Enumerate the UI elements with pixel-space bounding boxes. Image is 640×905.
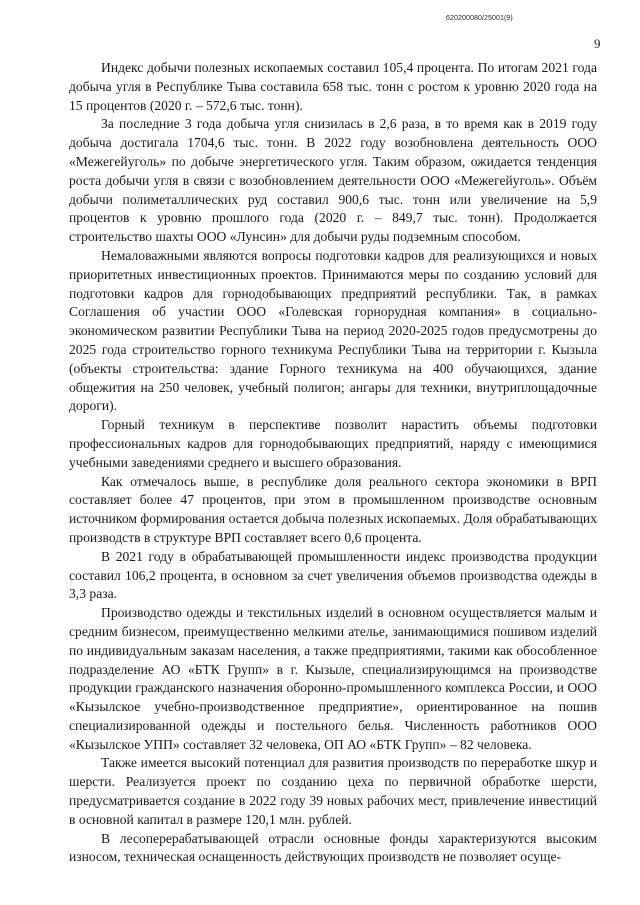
document-body bbox=[69, 59, 597, 867]
page-number: 9 bbox=[594, 36, 601, 51]
document-code: 620200080/25001(9) bbox=[446, 15, 513, 22]
paragraph-coal-decline: За последние 3 года добыча угля снизилась в 2,6 раза, в то время как в 2019 году добыча достигала 1704,6 тыс. тонн. В 2022 году возобновлена деятельность ООО «Межегейуголь» по добыче энергетического угля. Таким образом, ожидается тенденция роста добычи угля в связи с возобновлением деятельности ООО «Межегейуголь». Объём добычи полиметаллических руд составил 900,6 тыс. тонн или увеличение на 5,9 процентов к уровню прошлого года (2020 г. – 849,7 тыс. тонн). Продолжается строительство шахты ООО «Лунсин» для добычи руды подземным способом. bbox=[69, 116, 597, 245]
paragraph-wood-processing: В лесоперерабатывающей отрасли основные фонды характеризуются высоким износом, техническая оснащенность действующих производств не позволяет осуще- bbox=[69, 830, 597, 865]
paragraph-clothing-production: Производство одежды и текстильных изделий в основном осуществляется малым и средним бизнесом, преимущественно мелкими ателье, занимающимися пошивом изделий по индивидуальным заказам населения, а также предприятиями, такими как обособленное подразделение АО «БТК Групп» в г. Кызыле, специализирующимся на производстве продукции гражданского назначения оборонно-промышленного комплекса России, и ООО «Кызылское учебно-производственное предприятие», ориентированное на пошив специализированной одежды и постельного белья. Численность работников ООО «Кызылское УПП» составляет 32 человека, ОП АО «БТК Групп» – 82 человека. bbox=[69, 605, 597, 752]
paragraph-real-sector-share: Как отмечалось выше, в республике доля реального сектора экономики в ВРП составляет более 47 процентов, при этом в промышленном производстве основным источником формирования остается добыча полезных ископаемых. Доля обрабатывающих производств в структуре ВРП составляет всего 0,6 процента. bbox=[69, 473, 597, 545]
paragraph-manufacturing-index: В 2021 году в обрабатывающей промышленности индекс производства продукции составил 106,2 процента, в основном за счет увеличения объемов производства одежды в 3,3 раза. bbox=[69, 548, 597, 602]
paragraph-wool-processing: Также имеется высокий потенциал для развития производств по переработке шкур и шерсти. Реализуется проект по созданию цеха по первичной обработке шерсти, предусматривается создание в 2022 году 39 новых рабочих мест, привлечение инвестиций в основной капитал в размере 120,1 млн. рублей. bbox=[69, 755, 597, 827]
paragraph-mining-college: Горный техникум в перспективе позволит нарастить объемы подготовки профессиональных кадров для горнодобывающих предприятий, наряду с имеющимися учебными заведениями среднего и высшего образования. bbox=[69, 417, 597, 470]
paragraph-staff-training: Немаловажными являются вопросы подготовки кадров для реализующихся и новых приоритетных инвестиционных проектов. Принимаются меры по созданию условий для подготовки кадров для горнодобывающих предприятий республики. Так, в рамках Соглашения об участии ООО «Голевская горнорудная компания» в социально-экономическом развитии Республики Тыва на период 2020-2025 годов предусмотрены до 2025 года строительство горного техникума Республики Тыва на территории г. Кызыла (объекты строительства: здание Горного техникума на 400 обучающихся, здание общежития на 250 человек, учебный полигон; ангары для техники, внутриплощадочные дороги). bbox=[69, 247, 597, 414]
paragraph-coal-mining-index: Индекс добычи полезных ископаемых составил 105,4 процента. По итогам 2021 года добыча угля в Республике Тыва составила 658 тыс. тонн с ростом к уровню 2020 года на 15 процентов (2020 г. – 572,6 тыс. тонн). bbox=[69, 60, 597, 113]
